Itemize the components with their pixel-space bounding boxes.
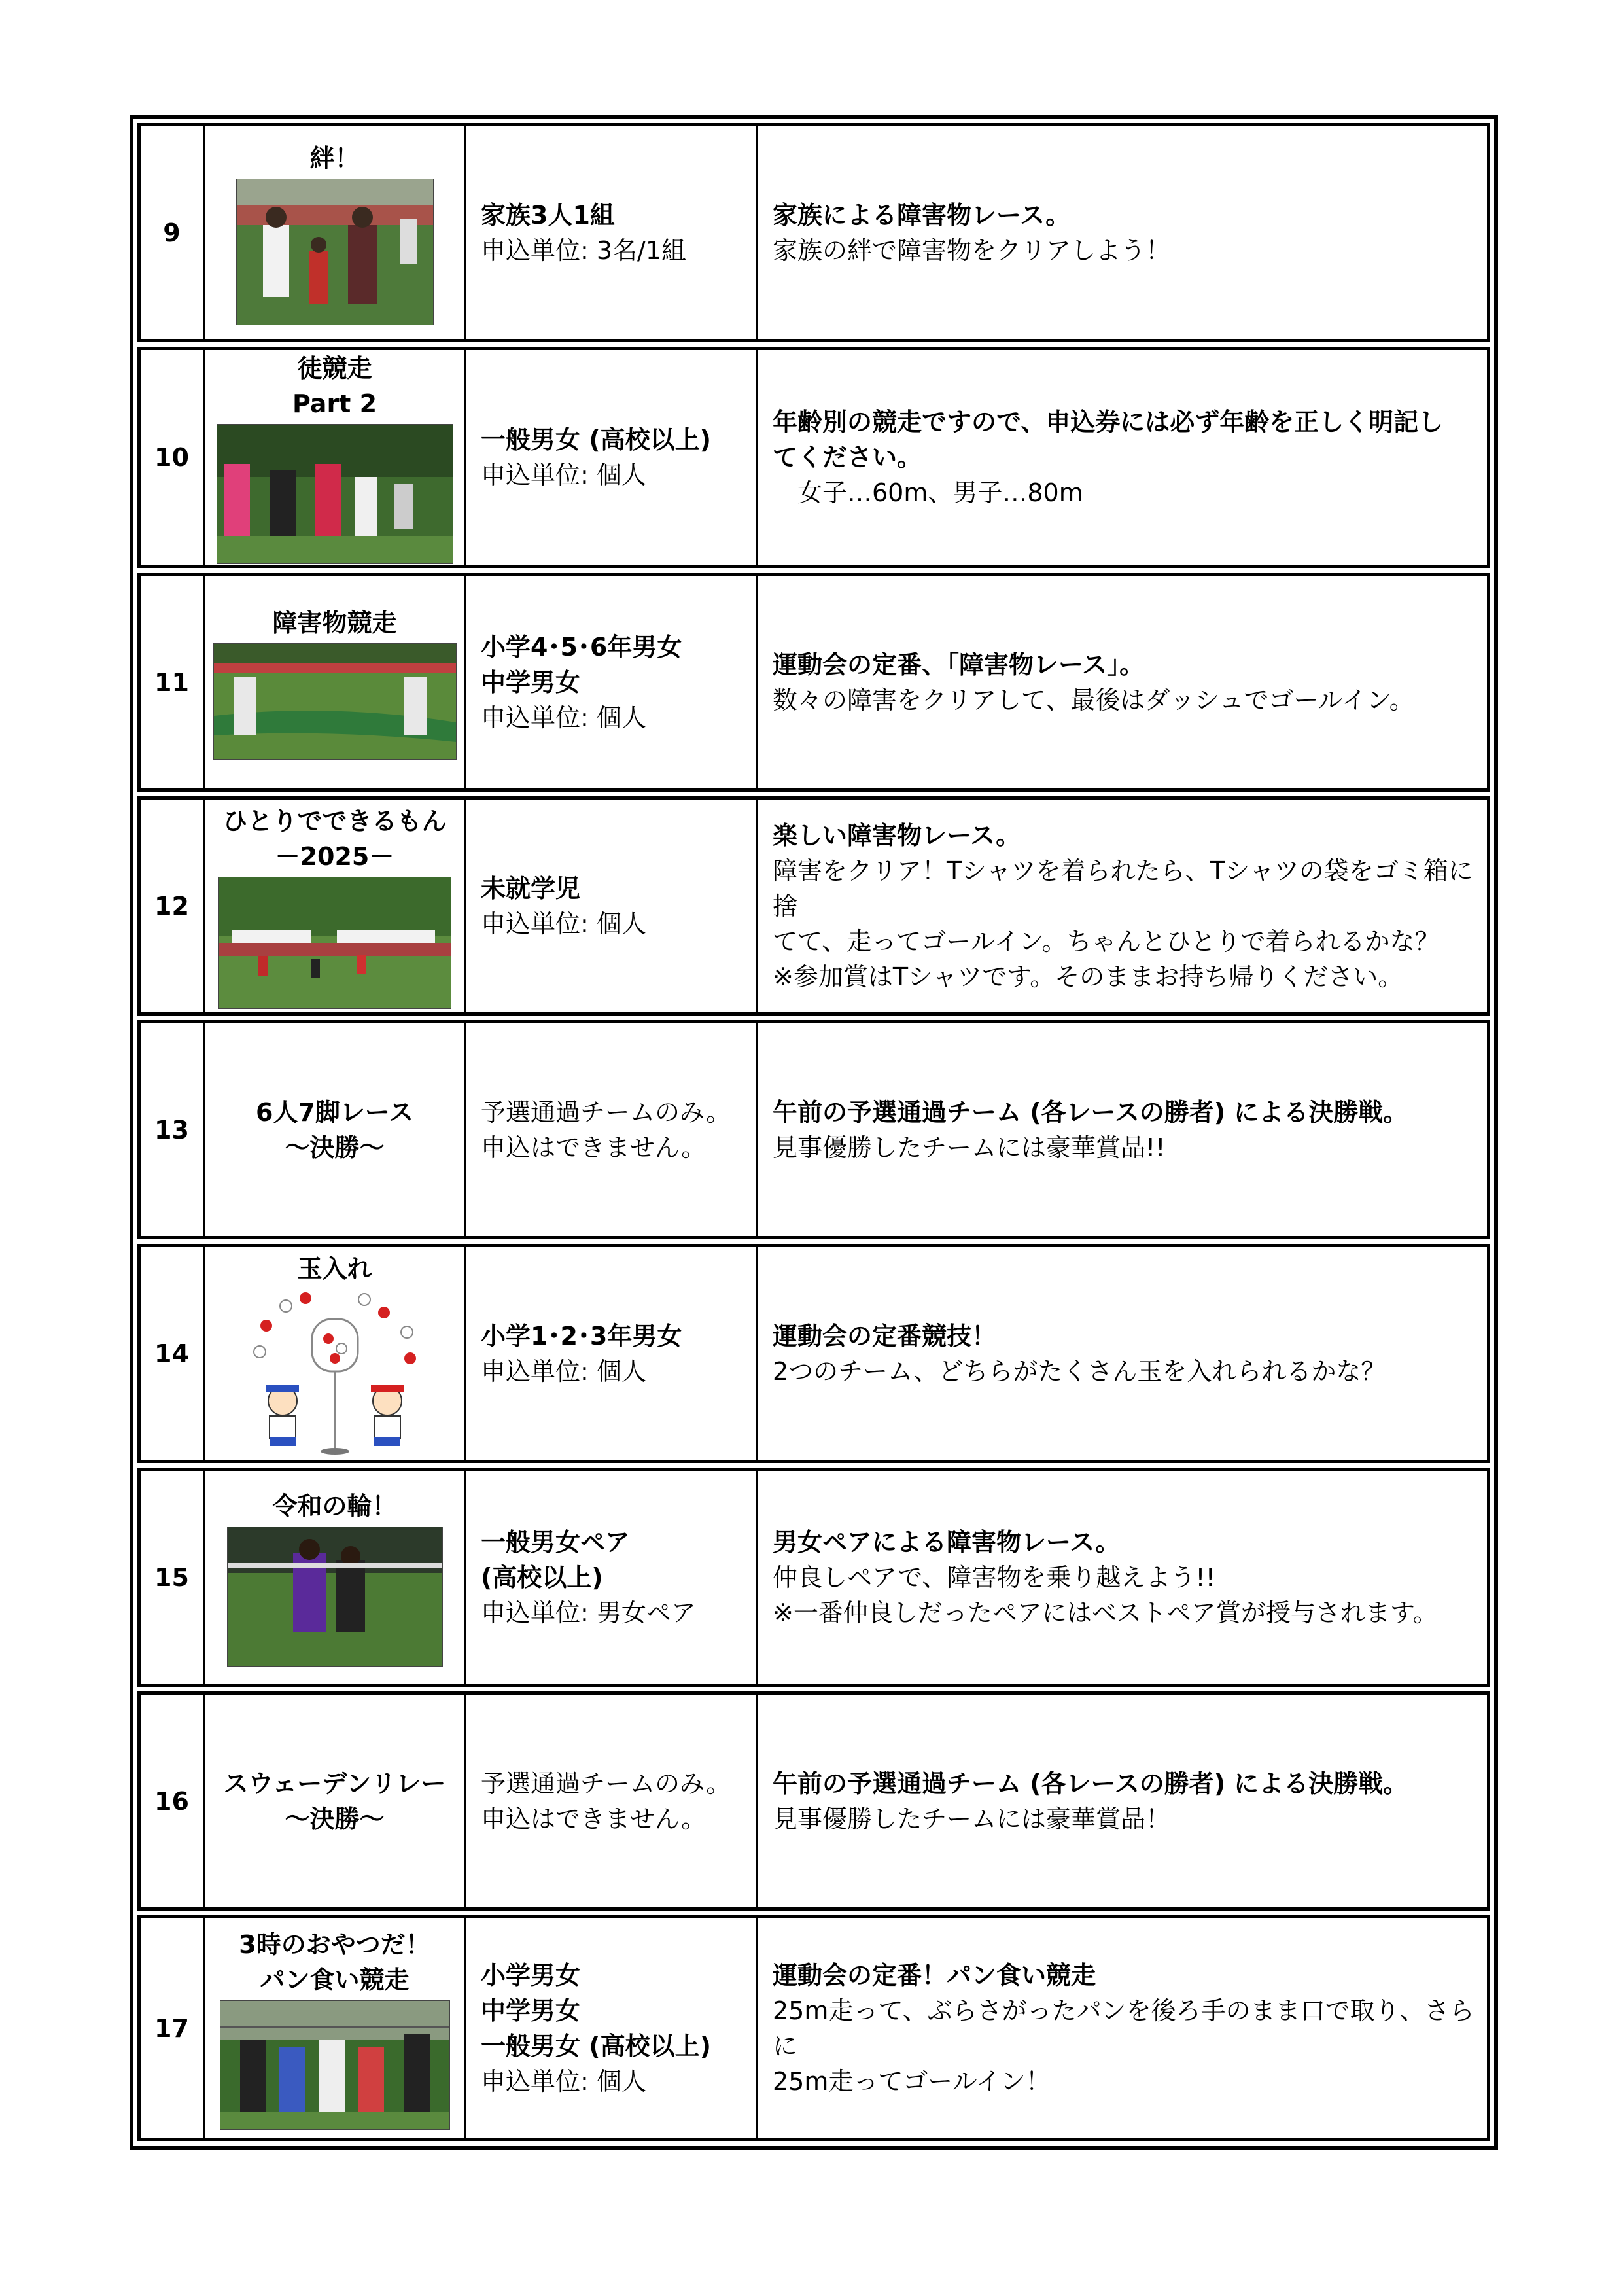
eligibility-cell bbox=[466, 1695, 758, 1907]
event-title-line: 障害物競走 bbox=[272, 608, 397, 637]
description-cell bbox=[758, 350, 1487, 565]
description-lead: 男女ペアによる障害物レース。 bbox=[773, 1527, 1121, 1557]
event-title-cell bbox=[205, 350, 466, 565]
description-lead: 楽しい障害物レース。 bbox=[773, 821, 1021, 850]
description-lead: 年齢別の競走ですので、申込券には必ず年齢を正しく明記し bbox=[773, 408, 1444, 436]
table-row bbox=[137, 1244, 1490, 1463]
table-row bbox=[137, 347, 1490, 568]
event-title-line: ～決勝～ bbox=[285, 1133, 385, 1162]
eligibility-line: 予選通過チームのみ。 bbox=[481, 1769, 731, 1798]
eligibility-line: 小学4･5･6年男女 bbox=[481, 632, 682, 662]
event-title-cell bbox=[205, 1023, 466, 1236]
description-line: 25m走って、ぶらさがったパンを後ろ手のまま口で取り、さらに bbox=[773, 1996, 1475, 2060]
entry-unit: 申込単位: 男女ペア bbox=[481, 1598, 696, 1627]
footrace-photo bbox=[217, 424, 453, 564]
eligibility-cell bbox=[466, 1918, 758, 2138]
tamaire-illustration bbox=[247, 1286, 423, 1457]
event-title-line: 6人7脚レース bbox=[256, 1097, 413, 1127]
description-lead: 午前の予選通過チーム (各レースの勝者) による決勝戦。 bbox=[773, 1097, 1408, 1127]
description-lead: 家族による障害物レース。 bbox=[773, 200, 1071, 230]
event-title-line: －2025－ bbox=[275, 841, 394, 871]
event-number: 13 bbox=[141, 1023, 205, 1236]
eligibility-line: 中学男女 bbox=[481, 1996, 581, 2025]
description-line: 数々の障害をクリアして、最後はダッシュでゴールイン。 bbox=[773, 685, 1414, 715]
event-title-line: 絆！ bbox=[309, 143, 360, 173]
event-title-cell bbox=[205, 800, 466, 1012]
family-race-photo bbox=[236, 179, 434, 325]
event-number: 15 bbox=[141, 1471, 205, 1684]
description-line: 家族の絆で障害物をクリアしよう！ bbox=[773, 236, 1171, 265]
description-line: 2つのチーム、どちらがたくさん玉を入れられるかな？ bbox=[773, 1356, 1386, 1386]
event-title-line: 3時のおやつだ！ bbox=[239, 1930, 430, 1959]
eligibility-line: 一般男女 (高校以上) bbox=[481, 2031, 711, 2060]
bread-race-photo bbox=[220, 2000, 450, 2130]
eligibility-line: 一般男女 (高校以上) bbox=[481, 425, 711, 454]
description-lead: 運動会の定番！パン食い競走 bbox=[773, 1960, 1096, 1990]
table-row bbox=[137, 573, 1490, 792]
description-lead: 運動会の定番、「障害物レース」。 bbox=[773, 650, 1145, 679]
event-number: 9 bbox=[141, 126, 205, 339]
description-cell bbox=[758, 126, 1487, 339]
event-number: 17 bbox=[141, 1918, 205, 2138]
description-lead: てください。 bbox=[773, 443, 922, 472]
pair-race-photo bbox=[227, 1527, 443, 1667]
entry-unit: 申込単位: 個人 bbox=[481, 2066, 646, 2096]
description-cell bbox=[758, 1023, 1487, 1236]
eligibility-cell bbox=[466, 1247, 758, 1460]
description-line: 見事優勝したチームには豪華賞品！ bbox=[773, 1804, 1171, 1833]
description-line: 25m走ってゴールイン！ bbox=[773, 2066, 1051, 2096]
entry-unit: 申込単位: 個人 bbox=[481, 461, 646, 489]
eligibility-line: 中学男女 bbox=[481, 667, 581, 697]
description-cell bbox=[758, 1918, 1487, 2138]
obstacle-race-photo bbox=[213, 643, 457, 760]
event-title-cell bbox=[205, 1247, 466, 1460]
eligibility-line: 申込はできません。 bbox=[481, 1804, 707, 1833]
eligibility-cell bbox=[466, 576, 758, 788]
table-row bbox=[137, 1691, 1490, 1911]
description-cell bbox=[758, 1247, 1487, 1460]
event-title-cell bbox=[205, 1695, 466, 1907]
entry-unit: 申込単位: 個人 bbox=[481, 703, 646, 732]
eligibility-line: 家族3人1組 bbox=[481, 200, 615, 230]
event-title-cell bbox=[205, 1918, 466, 2138]
table-row bbox=[137, 123, 1490, 342]
table-row bbox=[137, 796, 1490, 1016]
description-line: 見事優勝したチームには豪華賞品!! bbox=[773, 1133, 1166, 1162]
kids-race-photo bbox=[218, 877, 451, 1009]
description-lead: 運動会の定番競技！ bbox=[773, 1321, 997, 1351]
description-line: 障害をクリア！Tシャツを着られたら、Tシャツの袋をゴミ箱に捨 bbox=[773, 856, 1473, 921]
eligibility-line: 小学男女 bbox=[481, 1960, 581, 1990]
eligibility-cell bbox=[466, 800, 758, 1012]
eligibility-line: 小学1･2･3年男女 bbox=[481, 1321, 682, 1351]
eligibility-line: 申込はできません。 bbox=[481, 1133, 707, 1162]
event-title-line: スウェーデンリレー bbox=[223, 1769, 446, 1798]
eligibility-cell bbox=[466, 126, 758, 339]
eligibility-line: 未就学児 bbox=[481, 874, 581, 903]
description-line: てて、走ってゴールイン。ちゃんとひとりで着られるかな？ bbox=[773, 927, 1440, 956]
eligibility-line: 一般男女ペア bbox=[481, 1527, 631, 1557]
event-title-line: ～決勝～ bbox=[285, 1804, 385, 1833]
description-lead: 午前の予選通過チーム (各レースの勝者) による決勝戦。 bbox=[773, 1769, 1408, 1798]
table-row bbox=[137, 1468, 1490, 1687]
event-title-line: Part 2 bbox=[292, 389, 377, 418]
table-row bbox=[137, 1915, 1490, 2141]
description-line: 女子…60m、男子…80m bbox=[773, 478, 1083, 507]
event-number: 16 bbox=[141, 1695, 205, 1907]
description-cell bbox=[758, 576, 1487, 788]
event-number: 10 bbox=[141, 350, 205, 565]
event-title-line: パン食い競走 bbox=[260, 1965, 410, 1994]
eligibility-line: (高校以上) bbox=[481, 1563, 603, 1592]
event-title-cell bbox=[205, 126, 466, 339]
event-number: 12 bbox=[141, 800, 205, 1012]
description-cell bbox=[758, 1471, 1487, 1684]
event-number: 14 bbox=[141, 1247, 205, 1460]
event-title-line: 令和の輪！ bbox=[272, 1491, 397, 1521]
eligibility-cell bbox=[466, 350, 758, 565]
entry-unit: 申込単位: 3名/1組 bbox=[481, 236, 687, 265]
event-title-line: 徒競走 bbox=[297, 354, 372, 383]
description-line: 仲良しペアで、障害物を乗り越えよう!! bbox=[773, 1563, 1215, 1592]
eligibility-cell bbox=[466, 1471, 758, 1684]
description-note: ※一番仲良しだったペアにはベストペア賞が授与されます。 bbox=[773, 1598, 1438, 1627]
description-cell bbox=[758, 1695, 1487, 1907]
entry-unit: 申込単位: 個人 bbox=[481, 909, 646, 938]
description-note: ※参加賞はTシャツです。そのままお持ち帰りください。 bbox=[773, 962, 1403, 991]
event-title-line: ひとりでできるもん bbox=[222, 806, 447, 836]
eligibility-cell bbox=[466, 1023, 758, 1236]
entry-unit: 申込単位: 個人 bbox=[481, 1356, 646, 1386]
eligibility-line: 予選通過チームのみ。 bbox=[481, 1097, 731, 1127]
event-title-cell bbox=[205, 1471, 466, 1684]
event-title-cell bbox=[205, 576, 466, 788]
event-number: 11 bbox=[141, 576, 205, 788]
table-row bbox=[137, 1020, 1490, 1239]
description-cell bbox=[758, 800, 1487, 1012]
event-title-line: 玉入れ bbox=[297, 1254, 372, 1283]
